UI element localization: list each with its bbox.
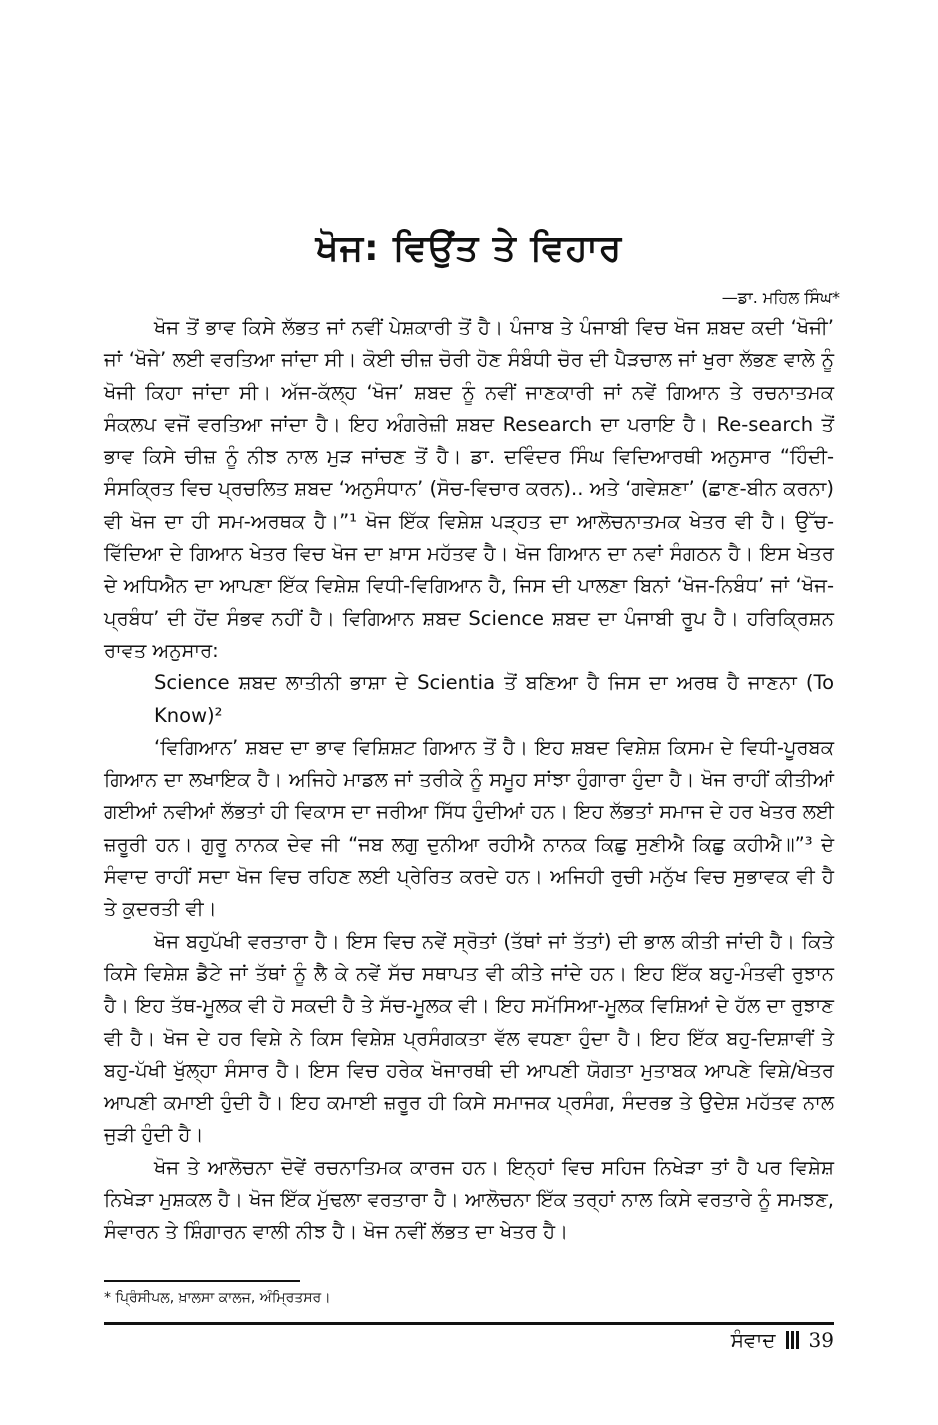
article-body [104, 312, 834, 1249]
paragraph-4: ਖੋਜ ਤੇ ਆਲੋਚਨਾ ਦੋਵੇਂ ਰਚਨਾਤਿਮਕ ਕਾਰਜ ਹਨ। ਇਨ੍ਹਾਂ ਵਿਚ ਸਹਿਜ ਨਿਖੇੜਾ ਤਾਂ ਹੈ ਪਰ ਵਿਸ਼ੇਸ਼ ਨਿਖੇੜਾ ਮੁਸ਼ਕਲ ਹੈ। ਖੋਜ ਇੱਕ ਮੁੱਢਲਾ ਵਰਤਾਰਾ ਹੈ। ਆਲੋਚਨਾ ਇੱਕ ਤਰ੍ਹਾਂ ਨਾਲ ਕਿਸੇ ਵਰਤਾਰੇ ਨੂੰ ਸਮਝਣ, ਸੰਵਾਰਨ ਤੇ ਸ਼ਿੰਗਾਰਨ ਵਾਲੀ ਨੀਝ ਹੈ। ਖੋਜ ਨਵੀਂ ਲੱਭਤ ਦਾ ਖੇਤਰ ਹੈ। [104, 1155, 834, 1244]
article-title: ਖੋਜ: ਵਿਉਂਤ ਤੇ ਵਿਹਾਰ [315, 228, 623, 269]
journal-name: ਸੰਵਾਦ [730, 1328, 776, 1352]
page-number: 39 [808, 1328, 834, 1352]
block-quote: Science ਸ਼ਬਦ ਲਾਤੀਨੀ ਭਾਸ਼ਾ ਦੇ Scientia ਤੋਂ ਬਣਿਆ ਹੈ ਜਿਸ ਦਾ ਅਰਥ ਹੈ ਜਾਣਨਾ (To Know)² [154, 671, 834, 727]
footer-divider [104, 1322, 834, 1325]
paragraph-1: ਖੋਜ ਤੋਂ ਭਾਵ ਕਿਸੇ ਲੱਭਤ ਜਾਂ ਨਵੀਂ ਪੇਸ਼ਕਾਰੀ ਤੋਂ ਹੈ। ਪੰਜਾਬ ਤੇ ਪੰਜਾਬੀ ਵਿਚ ਖੋਜ ਸ਼ਬਦ ਕਦੀ ‘ਖੋਜੀ’ ਜਾਂ ‘ਖੋਜੇ’ ਲਈ ਵਰਤਿਆ ਜਾਂਦਾ ਸੀ। ਕੋਈ ਚੀਜ਼ ਚੋਰੀ ਹੋਣ ਸੰਬੰਧੀ ਚੋਰ ਦੀ ਪੈੜਚਾਲ ਜਾਂ ਖੁਰਾ ਲੱਭਣ ਵਾਲੇ ਨੂੰ ਖੋਜੀ ਕਿਹਾ ਜਾਂਦਾ ਸੀ। ਅੱਜ-ਕੱਲ੍ਹ ‘ਖੋਜ’ ਸ਼ਬਦ ਨੂੰ ਨਵੀਂ ਜਾਣਕਾਰੀ ਜਾਂ ਨਵੇਂ ਗਿਆਨ ਤੇ ਰਚਨਾਤਮਕ ਸੰਕਲਪ ਵਜੋਂ ਵਰਤਿਆ ਜਾਂਦਾ ਹੈ। ਇਹ ਅੰਗਰੇਜ਼ੀ ਸ਼ਬਦ Research ਦਾ ਪਰਾਇ ਹੈ। Re-search ਤੋਂ ਭਾਵ ਕਿਸੇ ਚੀਜ਼ ਨੂੰ ਨੀਝ ਨਾਲ ਮੁੜ ਜਾਂਚਣ ਤੋਂ ਹੈ। ਡਾ. ਦਵਿੰਦਰ ਸਿੰਘ ਵਿਦਿਆਰਥੀ ਅਨੁਸਾਰ “ਹਿੰਦੀ-ਸੰਸਕ੍ਰਿਤ ਵਿਚ ਪ੍ਰਚਲਿਤ ਸ਼ਬਦ ‘ਅਨੁਸੰਧਾਨ’ (ਸੋਚ-ਵਿਚਾਰ ਕਰਨ).. ਅਤੇ ‘ਗਵੇਸ਼ਣਾ’ (ਛਾਣ-ਬੀਨ ਕਰਨਾ) ਵੀ ਖੋਜ ਦਾ ਹੀ ਸਮ-ਅਰਥਕ ਹੈ।”¹ ਖੋਜ ਇੱਕ ਵਿਸ਼ੇਸ਼ ਪੜ੍ਹਤ ਦਾ ਆਲੋਚਨਾਤਮਕ ਖੇਤਰ ਵੀ ਹੈ। ਉੱਚ-ਵਿੱਦਿਆ ਦੇ ਗਿਆਨ ਖੇਤਰ ਵਿਚ ਖੋਜ ਦਾ ਖ਼ਾਸ ਮਹੱਤਵ ਹੈ। ਖੋਜ ਗਿਆਨ ਦਾ ਨਵਾਂ ਸੰਗਠਨ ਹੈ। ਇਸ ਖੇਤਰ ਦੇ ਅਧਿਐਨ ਦਾ ਆਪਣਾ ਇੱਕ ਵਿਸ਼ੇਸ਼ ਵਿਧੀ-ਵਿਗਿਆਨ ਹੈ, ਜਿਸ ਦੀ ਪਾਲਣਾ ਬਿਨਾਂ ‘ਖੋਜ-ਨਿਬੰਧ’ ਜਾਂ ‘ਖੋਜ-ਪ੍ਰਬੰਧ’ ਦੀ ਹੋਂਦ ਸੰਭਵ ਨਹੀਂ ਹੈ। ਵਿਗਿਆਨ ਸ਼ਬਦ Science ਸ਼ਬਦ ਦਾ ਪੰਜਾਬੀ ਰੂਪ ਹੈ। ਹਰਿਕ੍ਰਿਸ਼ਨ ਰਾਵਤ ਅਨੁਸਾਰ: [104, 316, 834, 662]
footnote-divider [104, 1280, 300, 1282]
paragraph-2: ‘ਵਿਗਿਆਨ’ ਸ਼ਬਦ ਦਾ ਭਾਵ ਵਿਸ਼ਿਸ਼ਟ ਗਿਆਨ ਤੋਂ ਹੈ। ਇਹ ਸ਼ਬਦ ਵਿਸ਼ੇਸ਼ ਕਿਸਮ ਦੇ ਵਿਧੀ-ਪੂਰਬਕ ਗਿਆਨ ਦਾ ਲਖਾਇਕ ਹੈ। ਅਜਿਹੇ ਮਾਡਲ ਜਾਂ ਤਰੀਕੇ ਨੂੰ ਸਮੂਹ ਸਾਂਝਾ ਹੁੰਗਾਰਾ ਹੁੰਦਾ ਹੈ। ਖੋਜ ਰਾਹੀਂ ਕੀਤੀਆਂ ਗਈਆਂ ਨਵੀਆਂ ਲੱਭਤਾਂ ਹੀ ਵਿਕਾਸ ਦਾ ਜਰੀਆ ਸਿੱਧ ਹੁੰਦੀਆਂ ਹਨ। ਇਹ ਲੱਭਤਾਂ ਸਮਾਜ ਦੇ ਹਰ ਖੇਤਰ ਲਈ ਜ਼ਰੂਰੀ ਹਨ। ਗੁਰੂ ਨਾਨਕ ਦੇਵ ਜੀ “ਜਬ ਲਗੁ ਦੁਨੀਆ ਰਹੀਐ ਨਾਨਕ ਕਿਛੁ ਸੁਣੀਐ ਕਿਛੁ ਕਹੀਐ॥”³ ਦੇ ਸੰਵਾਦ ਰਾਹੀਂ ਸਦਾ ਖੋਜ ਵਿਚ ਰਹਿਣ ਲਈ ਪ੍ਰੇਰਿਤ ਕਰਦੇ ਹਨ। ਅਜਿਹੀ ਰੁਚੀ ਮਨੁੱਖ ਵਿਚ ਸੁਭਾਵਕ ਵੀ ਹੈ ਤੇ ਕੁਦਰਤੀ ਵੀ। [104, 735, 834, 921]
author-byline: —ਡਾ. ਮਹਿਲ ਸਿੰਘ* [721, 288, 840, 307]
separator-bars-icon [786, 1331, 799, 1349]
footnote: * ਪ੍ਰਿੰਸੀਪਲ, ਖ਼ਾਲਸਾ ਕਾਲਜ, ਅੰਮ੍ਰਿਤਸਰ। [104, 1290, 331, 1306]
page-footer [731, 1328, 834, 1352]
paragraph-3: ਖੋਜ ਬਹੁਪੱਖੀ ਵਰਤਾਰਾ ਹੈ। ਇਸ ਵਿਚ ਨਵੇਂ ਸ੍ਰੋਤਾਂ (ਤੱਥਾਂ ਜਾਂ ਤੱਤਾਂ) ਦੀ ਭਾਲ ਕੀਤੀ ਜਾਂਦੀ ਹੈ। ਕਿਤੇ ਕਿਸੇ ਵਿਸ਼ੇਸ਼ ਡੈਟੇ ਜਾਂ ਤੱਥਾਂ ਨੂੰ ਲੈ ਕੇ ਨਵੇਂ ਸੱਚ ਸਥਾਪਤ ਵੀ ਕੀਤੇ ਜਾਂਦੇ ਹਨ। ਇਹ ਇੱਕ ਬਹੁ-ਮੰਤਵੀ ਰੁਝਾਨ ਹੈ। ਇਹ ਤੱਥ-ਮੂਲਕ ਵੀ ਹੋ ਸਕਦੀ ਹੈ ਤੇ ਸੱਚ-ਮੂਲਕ ਵੀ। ਇਹ ਸਮੱਸਿਆ-ਮੂਲਕ ਵਿਸ਼ਿਆਂ ਦੇ ਹੱਲ ਦਾ ਰੁਝਾਣ ਵੀ ਹੈ। ਖੋਜ ਦੇ ਹਰ ਵਿਸ਼ੇ ਨੇ ਕਿਸ ਵਿਸ਼ੇਸ਼ ਪ੍ਰਸੰਗਕਤਾ ਵੱਲ ਵਧਣਾ ਹੁੰਦਾ ਹੈ। ਇਹ ਇੱਕ ਬਹੁ-ਦਿਸ਼ਾਵੀਂ ਤੇ ਬਹੁ-ਪੱਖੀ ਖੁੱਲ੍ਹਾ ਸੰਸਾਰ ਹੈ। ਇਸ ਵਿਚ ਹਰੇਕ ਖੋਜਾਰਥੀ ਦੀ ਆਪਣੀ ਯੋਗਤਾ ਮੁਤਾਬਕ ਆਪਣੇ ਵਿਸ਼ੇ/ਖੇਤਰ ਆਪਣੀ ਕਮਾਈ ਹੁੰਦੀ ਹੈ। ਇਹ ਕਮਾਈ ਜ਼ਰੂਰ ਹੀ ਕਿਸੇ ਸਮਾਜਕ ਪ੍ਰਸੰਗ, ਸੰਦਰਭ ਤੇ ਉਦੇਸ਼ ਮਹੱਤਵ ਨਾਲ ਜੁੜੀ ਹੁੰਦੀ ਹੈ। [104, 929, 834, 1147]
